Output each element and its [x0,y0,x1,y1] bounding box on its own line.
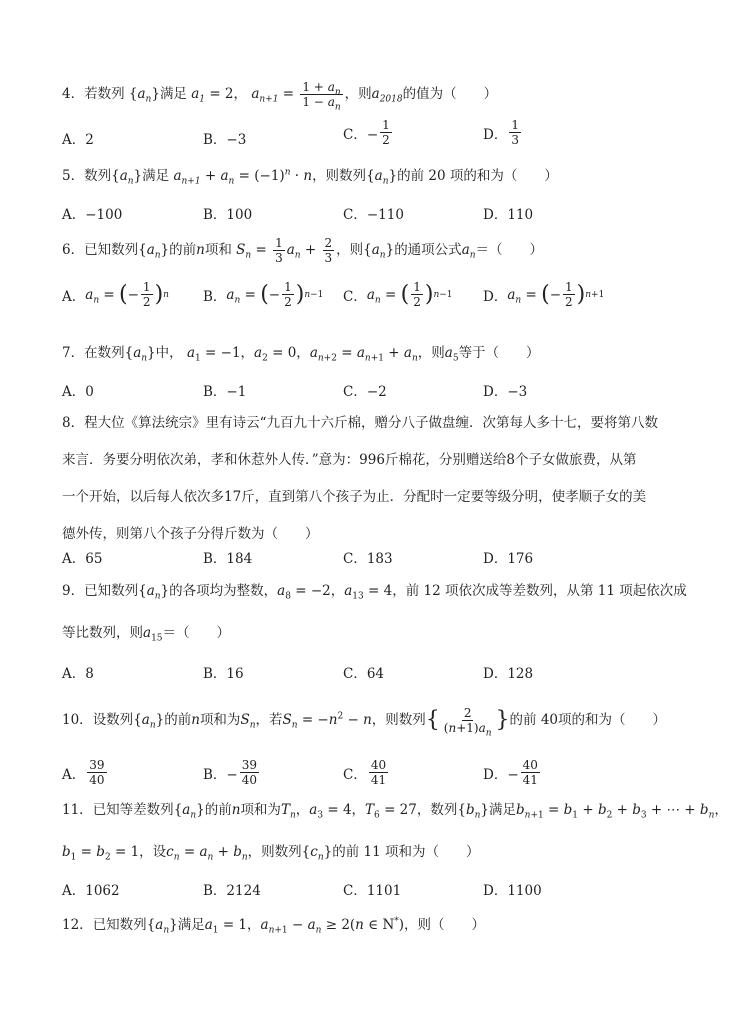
options-8 [62,547,702,571]
option-a[interactable]: A．1062 [62,883,120,899]
option-b[interactable]: B．100 [203,207,253,223]
option-a[interactable]: A． $a_n$ = ( − $\frac{1}{2}$ ) n [62,280,169,309]
question-10: 10．设数列$\{a_n\}$的前n项和为$S_n$，若$S_n = -n^2 - n$，则数列{ $\frac{2}{(n+1)a_n}$ }的前 40项的和为（ ） [62,706,667,739]
option-a[interactable]: A．−100 [62,207,123,223]
option-d[interactable]: D．−3 [483,384,528,400]
option-c[interactable]: C．64 [343,666,385,682]
question-8: 8．程大位《算法统宗》里有诗云“九百九十六斤棉，赠分八子做盘缠．次第每人多十七，要将第八数 来言．务要分明依次弟，孝和休惹外人传．”意为：996斤棉花，分别赠送给8个子女做旅费，从第 一个开始，以后每人依次多17斤，直到第八个孩子为止．分配时一定要等级分明，使孝顺子女的美 德外传，则第八个孩子分得斤数为（ ） [62,415,658,542]
fraction: $\frac{1 + a_n}{1 - a_n}$ [302,80,341,113]
options-6 [62,280,702,314]
option-a[interactable]: A．0 [62,384,94,400]
option-c[interactable]: C．−2 [343,384,387,400]
option-b[interactable]: B．2124 [203,883,261,899]
options-10 [62,758,702,794]
question-11: 11．已知等差数列$\{a_n\}$的前n项和为$T_n$，$a_3 = 4$，$T_6 = 27$，数列$\{b_n\}$满足$b_{n+1} = b_1 + b_2 + b_3$ + ⋯ + $b_n$， [62,802,728,821]
option-d[interactable]: D．110 [483,207,534,223]
question-9-line2: 等比数列，则$a_{15}=$（ ） [62,625,231,644]
options-11 [62,879,702,903]
math: $a_{n+1}$ [251,86,279,105]
question-6: 6．已知数列$\{a_n\}$的前n项和 $S_n$ = $\frac{1}{3}$ $a_n$ + $\frac{2}{3}$ ，则$\{a_n\}$的通项公式$a_n=$（ ） [62,236,544,265]
option-b[interactable]: B． $a_n$ = ( − $\frac{1}{2}$ ) n−1 [203,280,324,309]
option-c[interactable]: C． $\frac{40}{41}$ [343,758,387,787]
question-4: 4．若数列 $\{a_n\}$满足 $a_1 = 2$， $a_{n+1}$ = $\frac{1 + a_n}{1 - a_n}$ ，则$a_{2018}$的值为（ ） [62,80,498,113]
math: $a_{2018}$ [371,86,403,105]
question-7: 7．在数列$\{a_n\}$中， $a_1 = -1$，$a_2 = 0$，$a_{n+2} = a_{n+1} + a_n$，则$a_5$等于（ ） [62,345,540,364]
option-d[interactable]: D．− $\frac{40}{41}$ [483,758,538,787]
question-11-line2: $b_1 = b_2 = 1$，设$c_n = a_n + b_n$，则数列$\{c_n\}$的前 11 项和为（ ） [62,844,480,863]
option-d[interactable]: D． $\frac{1}{3}$ [483,118,519,147]
question-number: 4． [62,86,85,102]
option-c[interactable]: C．1101 [343,883,402,899]
option-c[interactable]: C．− $\frac{1}{2}$ [343,118,390,147]
options-4 [62,118,702,152]
option-d[interactable]: D．1100 [483,883,542,899]
question-5: 5．数列$\{a_n\}$满足 $a_{n+1} + a_n = (-1)^n \cdot n$，则数列$\{a_n\}$的前 20 项的和为（ ） [62,167,558,187]
question-12: 12．已知数列$\{a_n\}$满足$a_1 = 1$，$a_{n+1} - a_n \ge 2(n$ ∈ N*)，则（ ） [62,916,486,936]
option-b[interactable]: B．−1 [203,384,247,400]
option-d[interactable]: D．176 [483,551,534,567]
options-7 [62,380,702,404]
question-9: 9．已知数列$\{a_n\}$的各项均为整数，$a_8 = -2$，$a_{13} = 4$，前 12 项依次成等差数列，从第 11 项起依次成 [62,583,687,602]
option-b[interactable]: B．16 [203,666,244,682]
math: $a_1$ [191,86,206,105]
option-a[interactable]: A．65 [62,551,103,567]
option-c[interactable]: C．183 [343,551,393,567]
option-b[interactable]: B．−3 [203,132,247,148]
option-d[interactable]: D． $a_n$ = ( − $\frac{1}{2}$ ) n+1 [483,280,605,309]
options-9 [62,662,702,686]
option-a[interactable]: A．2 [62,132,94,148]
option-d[interactable]: D．128 [483,666,534,682]
option-b[interactable]: B．184 [203,551,253,567]
option-c[interactable]: C．−110 [343,207,404,223]
options-5 [62,203,702,227]
option-c[interactable]: C． $a_n$ = ( $\frac{1}{2}$ ) n−1 [343,280,453,309]
option-b[interactable]: B．− $\frac{39}{40}$ [203,758,258,787]
option-a[interactable]: A．8 [62,666,94,682]
math: $\{a_n\}$ [128,86,160,105]
option-a[interactable]: A． $\frac{39}{40}$ [62,758,105,787]
